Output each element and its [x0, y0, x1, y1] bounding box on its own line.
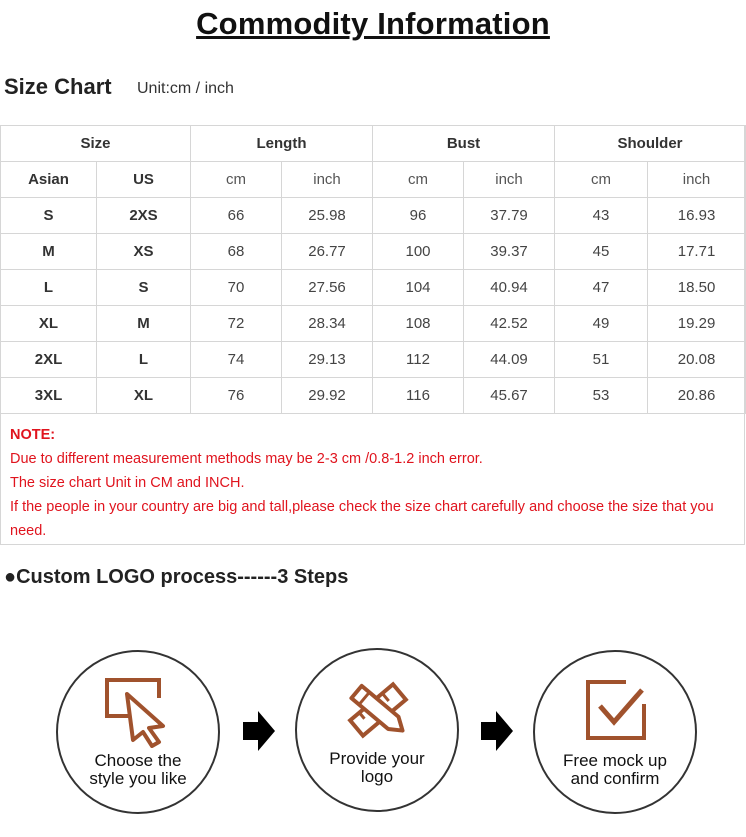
cell-asian-size: L — [1, 270, 97, 306]
cell-shoulder-cm: 47 — [555, 270, 648, 306]
cell-length-cm: 76 — [191, 378, 282, 414]
size-chart-heading: Size Chart — [4, 74, 112, 99]
table-row — [1, 306, 746, 342]
cell-bust-cm: 104 — [373, 270, 464, 306]
cell-shoulder-inch: 20.86 — [648, 378, 746, 414]
subheader-shoulder-inch: inch — [648, 162, 746, 198]
cell-bust-inch: 37.79 — [464, 198, 555, 234]
cell-length-inch: 27.56 — [282, 270, 373, 306]
cell-asian-size: M — [1, 234, 97, 270]
table-row — [1, 270, 746, 306]
cell-bust-cm: 108 — [373, 306, 464, 342]
note-line: Due to different measurement methods may be 2-3 cm /0.8-1.2 inch error. — [10, 451, 483, 467]
size-table — [0, 125, 746, 414]
cell-shoulder-inch: 18.50 — [648, 270, 746, 306]
cell-length-inch: 26.77 — [282, 234, 373, 270]
unit-label: Unit:cm / inch — [137, 80, 234, 97]
cell-length-inch: 28.34 — [282, 306, 373, 342]
cell-shoulder-cm: 49 — [555, 306, 648, 342]
cell-asian-size: 2XL — [1, 342, 97, 378]
cell-length-cm: 66 — [191, 198, 282, 234]
cell-us-size: S — [97, 270, 191, 306]
cell-us-size: M — [97, 306, 191, 342]
group-header-shoulder: Shoulder — [555, 126, 746, 162]
cell-us-size: XS — [97, 234, 191, 270]
step-label: Provide your logo — [329, 749, 425, 786]
group-header-bust: Bust — [373, 126, 555, 162]
cell-asian-size: 3XL — [1, 378, 97, 414]
table-row — [1, 342, 746, 378]
step-label: Free mock up and confirm — [563, 751, 667, 788]
cell-shoulder-cm: 53 — [555, 378, 648, 414]
step-label: Choose the style you like — [89, 751, 187, 788]
cell-bust-cm: 112 — [373, 342, 464, 378]
cell-bust-inch: 40.94 — [464, 270, 555, 306]
cell-bust-inch: 44.09 — [464, 342, 555, 378]
pencil-ruler-icon — [340, 674, 416, 746]
cell-us-size: XL — [97, 378, 191, 414]
cell-asian-size: XL — [1, 306, 97, 342]
step-provide-logo — [295, 648, 459, 812]
cell-shoulder-cm: 51 — [555, 342, 648, 378]
cell-shoulder-inch: 20.08 — [648, 342, 746, 378]
cell-shoulder-inch: 17.71 — [648, 234, 746, 270]
step-mockup-confirm — [533, 650, 697, 814]
cell-us-size: 2XS — [97, 198, 191, 234]
cell-shoulder-inch: 19.29 — [648, 306, 746, 342]
group-header-size: Size — [1, 126, 191, 162]
cell-bust-inch: 42.52 — [464, 306, 555, 342]
cell-length-cm: 70 — [191, 270, 282, 306]
cell-bust-cm: 96 — [373, 198, 464, 234]
cell-length-cm: 74 — [191, 342, 282, 378]
cell-length-cm: 68 — [191, 234, 282, 270]
note-line: The size chart Unit in CM and INCH. — [10, 475, 245, 491]
arrow-right-icon — [242, 710, 276, 752]
subheader-bust-cm: cm — [373, 162, 464, 198]
process-heading: ●Custom LOGO process------3 Steps — [4, 566, 349, 588]
page-title: Commodity Information — [196, 6, 550, 41]
cell-us-size: L — [97, 342, 191, 378]
cell-bust-inch: 45.67 — [464, 378, 555, 414]
table-group-header-row — [1, 126, 746, 162]
cell-asian-size: S — [1, 198, 97, 234]
subheader-shoulder-cm: cm — [555, 162, 648, 198]
cursor-click-icon — [101, 676, 177, 748]
subheader-bust-inch: inch — [464, 162, 555, 198]
subheader-length-cm: cm — [191, 162, 282, 198]
cell-bust-inch: 39.37 — [464, 234, 555, 270]
cell-length-inch: 25.98 — [282, 198, 373, 234]
note-line: If the people in your country are big and tall,please check the size chart carefully and choose the size that you need. — [10, 499, 714, 539]
cell-shoulder-cm: 43 — [555, 198, 648, 234]
subheader-asian: Asian — [1, 162, 97, 198]
cell-shoulder-cm: 45 — [555, 234, 648, 270]
table-row — [1, 198, 746, 234]
cell-bust-cm: 100 — [373, 234, 464, 270]
table-row — [1, 234, 746, 270]
cell-length-inch: 29.92 — [282, 378, 373, 414]
cell-length-inch: 29.13 — [282, 342, 373, 378]
step-choose-style — [56, 650, 220, 814]
size-chart-card — [0, 125, 745, 545]
size-notes — [10, 423, 740, 543]
cell-shoulder-inch: 16.93 — [648, 198, 746, 234]
cell-length-cm: 72 — [191, 306, 282, 342]
cell-bust-cm: 116 — [373, 378, 464, 414]
subheader-us: US — [97, 162, 191, 198]
arrow-right-icon — [480, 710, 514, 752]
subheader-length-inch: inch — [282, 162, 373, 198]
table-subheader-row — [1, 162, 746, 198]
note-title: NOTE: — [10, 427, 56, 443]
group-header-length: Length — [191, 126, 373, 162]
checkbox-icon — [578, 676, 654, 748]
table-row — [1, 378, 746, 414]
